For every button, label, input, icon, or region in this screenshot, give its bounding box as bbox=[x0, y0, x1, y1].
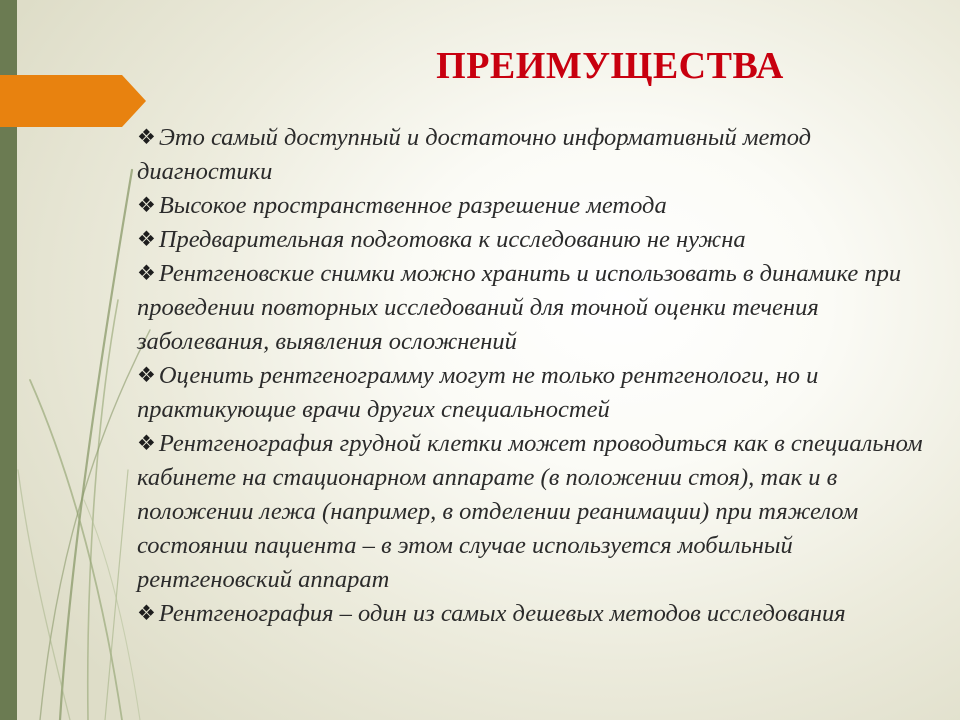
list-item-text: Это самый доступный и достаточно информативный метод диагностики bbox=[137, 124, 812, 185]
bullet-icon: ❖ bbox=[137, 227, 156, 251]
advantages-list bbox=[137, 121, 932, 631]
list-item bbox=[137, 257, 932, 359]
bullet-icon: ❖ bbox=[137, 193, 156, 217]
list-item-text: Рентгенография – один из самых дешевых методов исследования bbox=[158, 600, 846, 627]
bullet-icon: ❖ bbox=[137, 261, 156, 285]
list-item-text: Рентгенография грудной клетки может проводиться как в специальном кабинете на стационарном аппарате (в положении стоя), так и в положении лежа (например, в отделении реанимации) при тяжелом состоянии пациента – в этом случае используется мобильный рентгеновский аппарат bbox=[137, 430, 923, 593]
list-item bbox=[137, 189, 932, 223]
bullet-icon: ❖ bbox=[137, 363, 156, 387]
orange-arrow-tab bbox=[0, 0, 146, 720]
slide-content bbox=[137, 121, 932, 631]
list-item-text: Высокое пространственное разрешение метода bbox=[158, 192, 667, 219]
list-item bbox=[137, 597, 932, 631]
list-item bbox=[137, 223, 932, 257]
list-item bbox=[137, 427, 932, 597]
list-item bbox=[137, 359, 932, 427]
slide-title: ПРЕИМУЩЕСТВА bbox=[436, 45, 784, 87]
bullet-icon: ❖ bbox=[137, 125, 156, 149]
list-item bbox=[137, 121, 932, 189]
list-item-text: Рентгеновские снимки можно хранить и использовать в динамике при проведении повторных исследований для точной оценки течения заболевания, выявления осложнений bbox=[137, 260, 902, 355]
list-item-text: Предварительная подготовка к исследованию не нужна bbox=[158, 226, 746, 253]
bullet-icon: ❖ bbox=[137, 431, 156, 455]
list-item-text: Оценить рентгенограмму могут не только рентгенологи, но и практикующие врачи других специальностей bbox=[137, 362, 819, 423]
bullet-icon: ❖ bbox=[137, 601, 156, 625]
